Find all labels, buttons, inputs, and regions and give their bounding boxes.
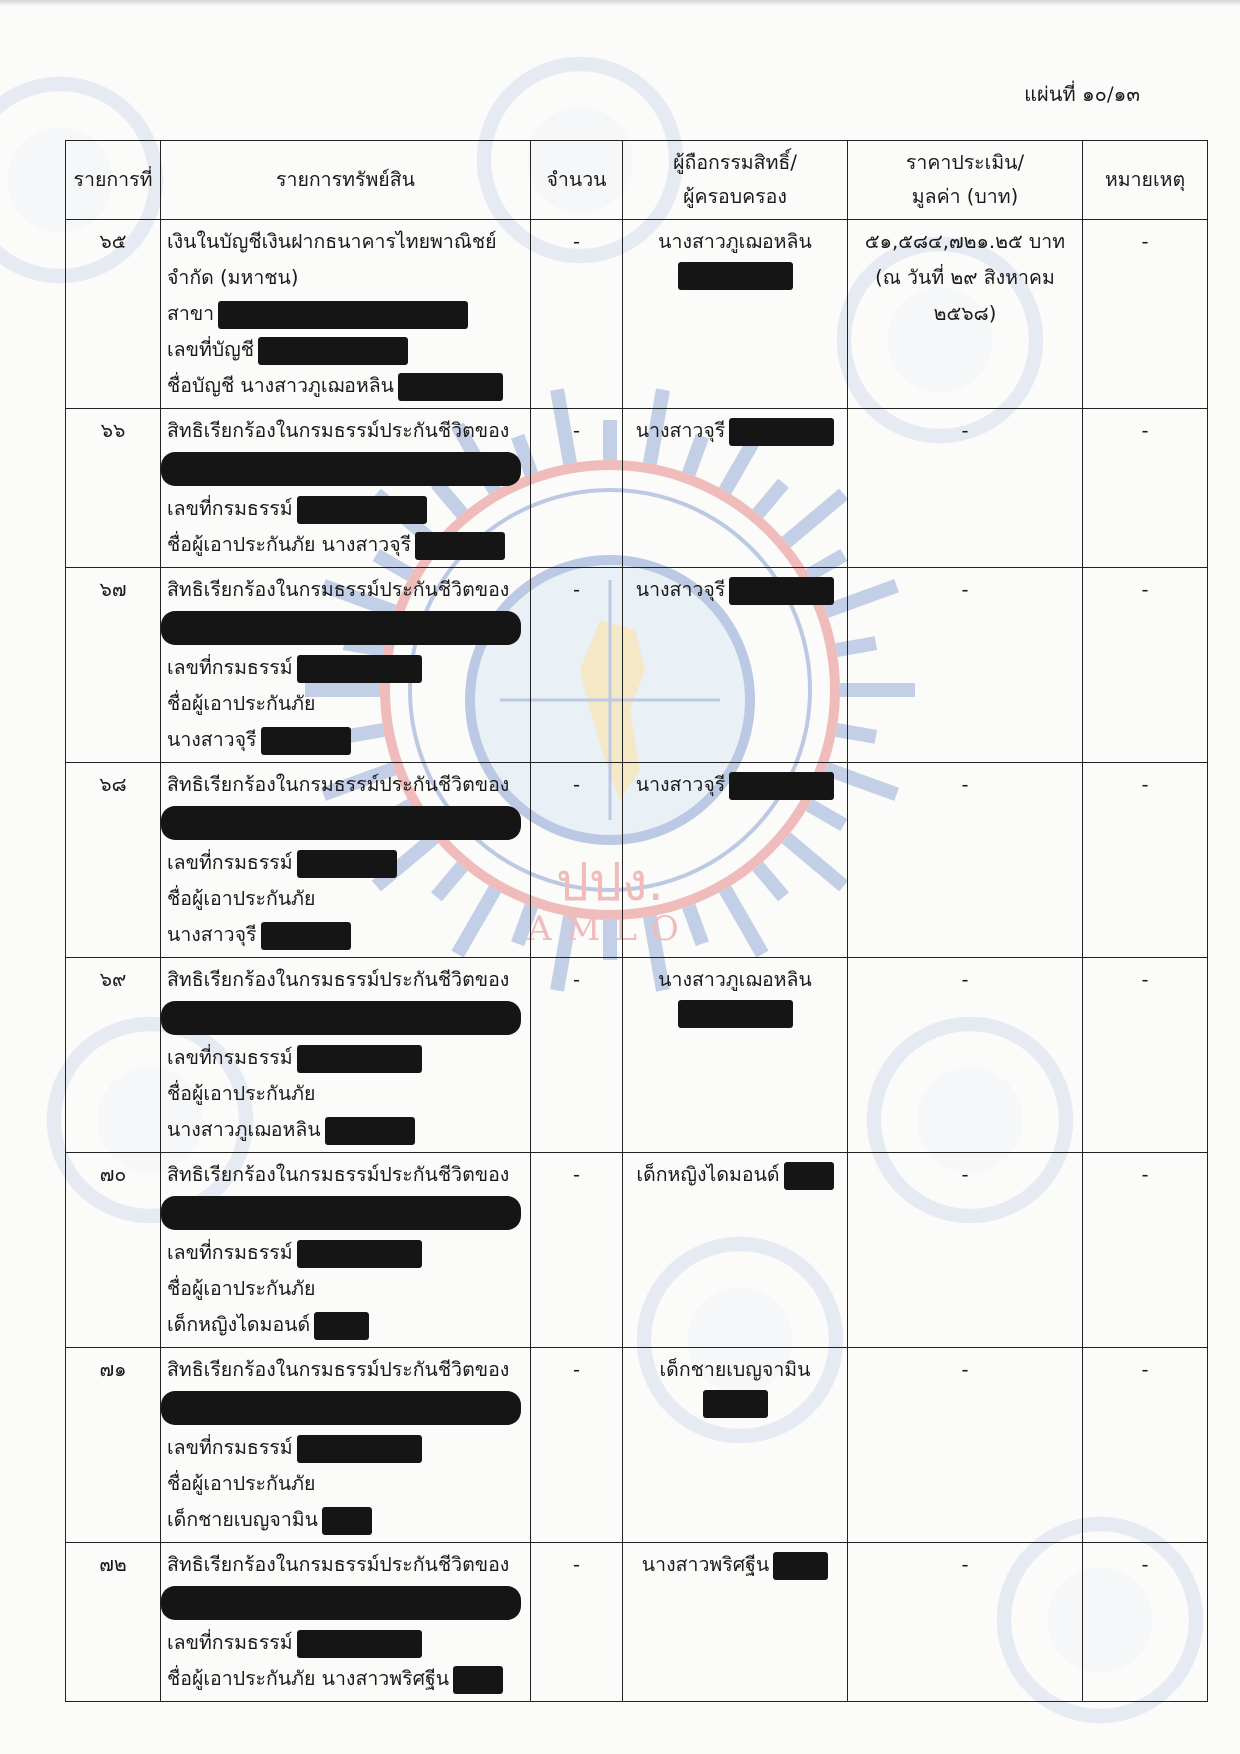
- table-row: [66, 409, 1208, 568]
- col-header-owner-line1: ผู้ถือกรรมสิทธิ์/: [673, 151, 797, 174]
- watermark-abbr-en: AMLO: [527, 909, 693, 949]
- asset-line: สิทธิเรียกร้องในกรมธรรม์ประกันชีวิตของ: [167, 773, 510, 796]
- owner-cell: [623, 958, 848, 1153]
- asset-line-text: นางสาวจุรี: [167, 728, 257, 751]
- redaction-bar: [161, 1196, 521, 1230]
- quantity-cell: -: [531, 763, 623, 958]
- col-header-value-line1: ราคาประเมิน/: [905, 151, 1025, 174]
- table-row: [66, 763, 1208, 958]
- asset-line-text: เด็กชายเบญจามิน: [167, 1508, 318, 1531]
- asset-description: [161, 1543, 531, 1702]
- remark-cell: -: [1083, 958, 1208, 1153]
- row-number: ๖๕: [66, 220, 161, 409]
- col-header-remark: หมายเหตุ: [1083, 141, 1208, 220]
- col-header-quantity: จำนวน: [531, 141, 623, 220]
- asset-line-text: เลขที่กรมธรรม์: [167, 497, 293, 520]
- redaction-bar: [258, 337, 408, 365]
- value-cell: -: [848, 1348, 1083, 1543]
- asset-line: [167, 1502, 524, 1538]
- asset-line-text: เลขที่กรมธรรม์: [167, 851, 293, 874]
- asset-line: ชื่อผู้เอาประกันภัย: [167, 1472, 316, 1495]
- asset-line: [167, 1661, 524, 1697]
- value-line: (ณ วันที่ ๒๙ สิงหาคม: [875, 266, 1055, 289]
- remark-cell: -: [1083, 1153, 1208, 1348]
- owner-cell: [623, 409, 848, 568]
- owner-name: นางสาวจุรี: [635, 419, 726, 442]
- asset-line: ชื่อผู้เอาประกันภัย: [167, 887, 316, 910]
- redaction-bar: [261, 727, 351, 755]
- asset-line-text: เลขที่กรมธรรม์: [167, 1046, 293, 1069]
- owner-name: เด็กหญิงไดมอนด์: [636, 1163, 780, 1186]
- asset-line-text: ชื่อผู้เอาประกันภัย นางสาวพริศฐีน: [167, 1667, 450, 1690]
- row-number: ๖๘: [66, 763, 161, 958]
- redaction-bar: [297, 1045, 422, 1073]
- col-header-asset: รายการทรัพย์สิน: [161, 141, 531, 220]
- owner-name: นางสาวภูเฌอหลิน: [658, 968, 812, 991]
- asset-line: [167, 845, 524, 881]
- asset-line: [167, 1040, 524, 1076]
- asset-description: [161, 1153, 531, 1348]
- asset-line: [167, 491, 524, 527]
- asset-description: [161, 220, 531, 409]
- asset-line: ชื่อผู้เอาประกันภัย: [167, 692, 316, 715]
- redaction-bar: [784, 1162, 834, 1190]
- owner-name: นางสาวจุรี: [635, 578, 726, 601]
- redaction-bar: [161, 1391, 521, 1425]
- redaction-bar: [729, 418, 834, 446]
- asset-table: [65, 140, 1208, 1702]
- asset-description: [161, 1348, 531, 1543]
- redaction-bar: [322, 1507, 372, 1535]
- asset-line-text: เลขที่กรมธรรม์: [167, 656, 293, 679]
- owner-cell: [623, 568, 848, 763]
- table-row: [66, 958, 1208, 1153]
- row-number: ๖๗: [66, 568, 161, 763]
- table-row: [66, 568, 1208, 763]
- owner-name: เด็กชายเบญจามิน: [659, 1358, 811, 1381]
- watermark-abbr-th: ปปง.: [556, 853, 664, 913]
- asset-line: [167, 527, 524, 563]
- table-row: [66, 220, 1208, 409]
- row-number: ๗๐: [66, 1153, 161, 1348]
- asset-line: สิทธิเรียกร้องในกรมธรรม์ประกันชีวิตของ: [167, 968, 510, 991]
- row-number: ๗๒: [66, 1543, 161, 1702]
- asset-line: ชื่อผู้เอาประกันภัย: [167, 1082, 316, 1105]
- asset-line-text: เลขที่กรมธรรม์: [167, 1241, 293, 1264]
- page-scan-edge: [0, 0, 1240, 6]
- col-header-owner: [623, 141, 848, 220]
- col-header-owner-line2: ผู้ครอบครอง: [683, 185, 787, 208]
- asset-line: [167, 1112, 524, 1148]
- redaction-bar: [297, 1240, 422, 1268]
- asset-line: [167, 917, 524, 953]
- owner-cell: [623, 1153, 848, 1348]
- asset-description: [161, 409, 531, 568]
- redaction-bar: [398, 373, 503, 401]
- quantity-cell: -: [531, 1348, 623, 1543]
- quantity-cell: -: [531, 958, 623, 1153]
- asset-line: [167, 1625, 524, 1661]
- asset-line: สิทธิเรียกร้องในกรมธรรม์ประกันชีวิตของ: [167, 419, 510, 442]
- redaction-bar: [297, 850, 397, 878]
- value-line: ๕๑,๕๘๔,๗๒๑.๒๕ บาท: [864, 230, 1066, 253]
- owner-cell: [623, 1543, 848, 1702]
- asset-line-text: เลขที่กรมธรรม์: [167, 1631, 293, 1654]
- row-number: ๖๙: [66, 958, 161, 1153]
- table-header-row: [66, 141, 1208, 220]
- sheet-number: แผ่นที่ ๑๐/๑๓: [1024, 82, 1140, 106]
- remark-cell: -: [1083, 220, 1208, 409]
- quantity-cell: -: [531, 568, 623, 763]
- redaction-bar: [314, 1312, 369, 1340]
- redaction-bar: [161, 806, 521, 840]
- asset-line: สิทธิเรียกร้องในกรมธรรม์ประกันชีวิตของ: [167, 1163, 510, 1186]
- redaction-bar: [297, 655, 422, 683]
- col-header-value-line2: มูลค่า (บาท): [911, 185, 1019, 208]
- owner-cell: [623, 1348, 848, 1543]
- asset-line-text: เลขที่บัญชี: [167, 338, 255, 361]
- asset-line-text: สาขา: [167, 302, 215, 325]
- value-cell: -: [848, 409, 1083, 568]
- table-row: [66, 1348, 1208, 1543]
- asset-description: [161, 568, 531, 763]
- asset-line-text: นางสาวภูเฌอหลิน: [167, 1118, 321, 1141]
- asset-line: จำกัด (มหาชน): [167, 266, 299, 289]
- redaction-bar: [325, 1117, 415, 1145]
- value-cell: [848, 220, 1083, 409]
- redaction-bar: [261, 922, 351, 950]
- redaction-bar: [297, 496, 427, 524]
- value-cell: -: [848, 568, 1083, 763]
- remark-cell: -: [1083, 1348, 1208, 1543]
- redaction-bar: [729, 772, 834, 800]
- asset-line-text: นางสาวจุรี: [167, 923, 257, 946]
- col-header-value: [848, 141, 1083, 220]
- quantity-cell: -: [531, 1543, 623, 1702]
- redaction-bar: [453, 1666, 503, 1694]
- value-cell: -: [848, 763, 1083, 958]
- asset-line-text: ชื่อผู้เอาประกันภัย นางสาวจุรี: [167, 533, 412, 556]
- asset-line-text: ชื่อบัญชี นางสาวภูเฌอหลิน: [167, 374, 395, 397]
- redaction-bar: [773, 1552, 828, 1580]
- asset-line-text: เด็กหญิงไดมอนด์: [167, 1313, 311, 1336]
- asset-line: [167, 650, 524, 686]
- col-header-no: รายการที่: [66, 141, 161, 220]
- asset-line: [167, 332, 524, 368]
- redaction-bar: [297, 1630, 422, 1658]
- asset-description: [161, 763, 531, 958]
- value-cell: -: [848, 1543, 1083, 1702]
- remark-cell: -: [1083, 568, 1208, 763]
- asset-line: [167, 1235, 524, 1271]
- owner-name: นางสาวภูเฌอหลิน: [658, 230, 812, 253]
- redaction-bar: [415, 532, 505, 560]
- row-number: ๗๑: [66, 1348, 161, 1543]
- redaction-bar: [729, 577, 834, 605]
- redaction-bar: [161, 611, 521, 645]
- asset-line: เงินในบัญชีเงินฝากธนาคารไทยพาณิชย์: [167, 230, 497, 253]
- table-row: [66, 1543, 1208, 1702]
- redaction-bar: [161, 1586, 521, 1620]
- table-row: [66, 1153, 1208, 1348]
- asset-line: [167, 1430, 524, 1466]
- quantity-cell: -: [531, 1153, 623, 1348]
- asset-line: [167, 1307, 524, 1343]
- value-cell: -: [848, 958, 1083, 1153]
- asset-line: [167, 368, 524, 404]
- owner-cell: [623, 220, 848, 409]
- redaction-bar: [161, 452, 521, 486]
- redaction-bar: [297, 1435, 422, 1463]
- asset-line: สิทธิเรียกร้องในกรมธรรม์ประกันชีวิตของ: [167, 1358, 510, 1381]
- remark-cell: -: [1083, 763, 1208, 958]
- asset-description: [161, 958, 531, 1153]
- remark-cell: -: [1083, 409, 1208, 568]
- redaction-bar: [678, 262, 793, 290]
- row-number: ๖๖: [66, 409, 161, 568]
- asset-line: สิทธิเรียกร้องในกรมธรรม์ประกันชีวิตของ: [167, 1553, 510, 1576]
- owner-name: นางสาวจุรี: [635, 773, 726, 796]
- quantity-cell: -: [531, 409, 623, 568]
- value-cell: -: [848, 1153, 1083, 1348]
- asset-line: สิทธิเรียกร้องในกรมธรรม์ประกันชีวิตของ: [167, 578, 510, 601]
- asset-line: [167, 296, 524, 332]
- asset-line: ชื่อผู้เอาประกันภัย: [167, 1277, 316, 1300]
- quantity-cell: -: [531, 220, 623, 409]
- asset-line-text: เลขที่กรมธรรม์: [167, 1436, 293, 1459]
- redaction-bar: [161, 1001, 521, 1035]
- asset-line: [167, 722, 524, 758]
- remark-cell: -: [1083, 1543, 1208, 1702]
- redaction-bar: [218, 301, 468, 329]
- owner-name: นางสาวพริศฐีน: [641, 1553, 770, 1576]
- redaction-bar: [678, 1000, 793, 1028]
- redaction-bar: [703, 1390, 768, 1418]
- value-line: ๒๕๖๘): [933, 302, 997, 325]
- owner-cell: [623, 763, 848, 958]
